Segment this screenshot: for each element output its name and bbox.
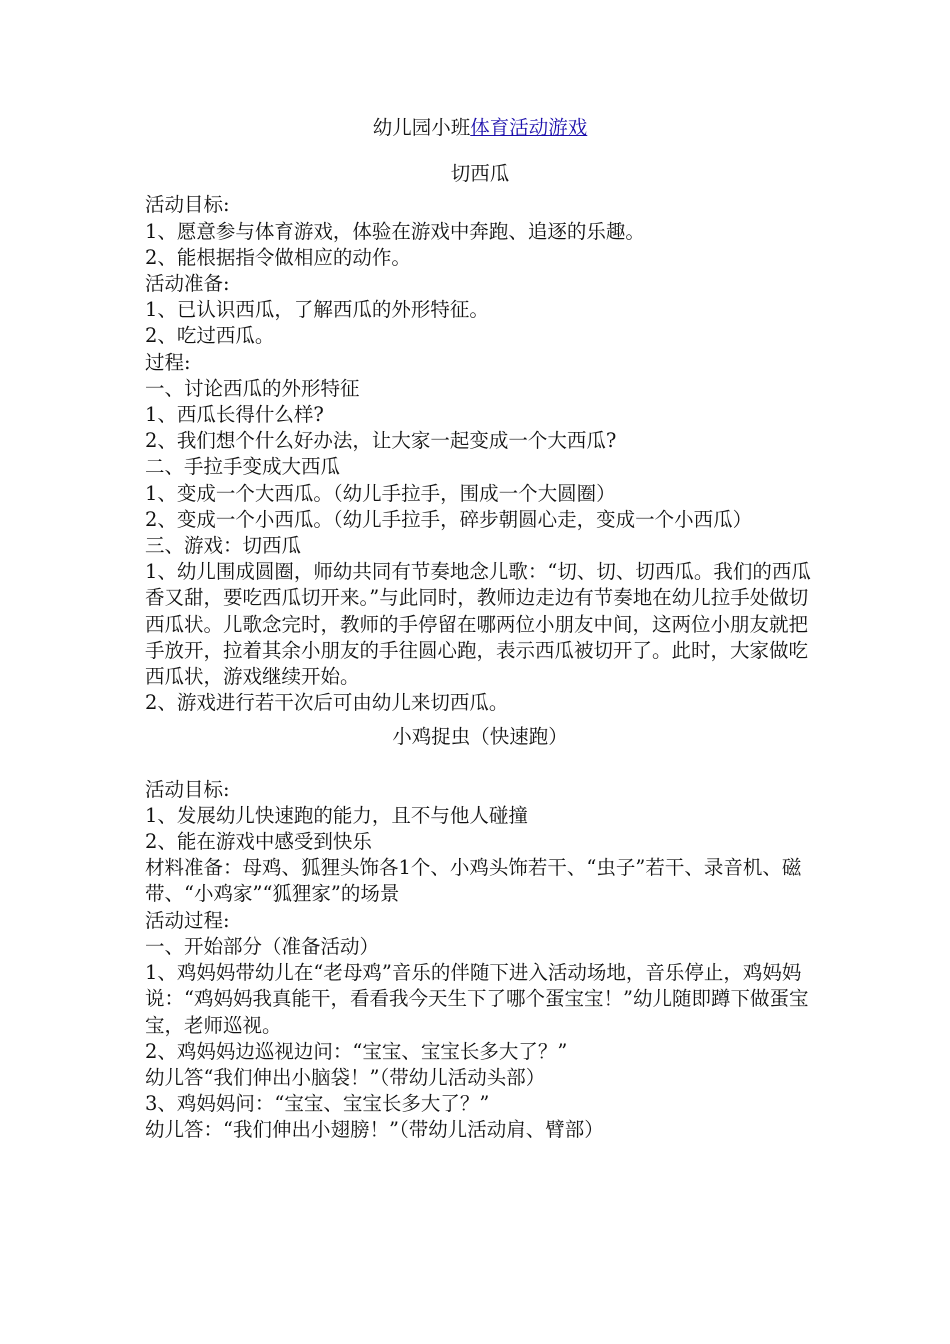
paragraph: 2、变成一个小西瓜。（幼儿手拉手，碎步朝圆心走，变成一个小西瓜） bbox=[145, 507, 753, 531]
paragraph: 活动过程: bbox=[145, 908, 230, 932]
paragraph: 一、讨论西瓜的外形特征 bbox=[145, 376, 360, 400]
section-body-qie-xigua bbox=[145, 192, 815, 716]
paragraph: 活动目标: bbox=[145, 193, 230, 217]
section-body-xiaoji-zhuochong bbox=[145, 777, 815, 1144]
paragraph: 2、能根据指令做相应的动作。 bbox=[145, 245, 411, 269]
paragraph: 一、开始部分（准备活动） bbox=[145, 934, 380, 958]
paragraph: 2、我们想个什么好办法，让大家一起变成一个大西瓜? bbox=[145, 429, 617, 453]
paragraph: 1、幼儿围成圆圈，师幼共同有节奏地念儿歌：“切、切、切西瓜。我们的西瓜香又甜，要吃西瓜切开来。”与此同时，教师边走边有节奏地在幼儿拉手处做切西瓜状。儿歌念完时，教师的手停留在哪两位小朋友中间，这两位小朋友就把手放开，拉着其余小朋友的手往圆心跑，表示西瓜被切开了。此时，大家做吃西瓜状，游戏继续开始。 bbox=[145, 560, 811, 689]
paragraph: 1、发展幼儿快速跑的能力，且不与他人碰撞 bbox=[145, 803, 528, 827]
paragraph: 幼儿答：“我们伸出小翅膀！”（带幼儿活动肩、臂部） bbox=[145, 1118, 604, 1142]
paragraph: 3、鸡妈妈问：“宝宝、宝宝长多大了？” bbox=[145, 1092, 490, 1116]
section-heading-qie-xigua: 切西瓜 bbox=[450, 162, 510, 186]
document-content bbox=[145, 115, 815, 1144]
section-heading-xiaoji-zhuochong: 小鸡捉虫（快速跑） bbox=[392, 725, 568, 749]
title-link[interactable]: 体育活动游戏 bbox=[470, 116, 588, 139]
document-title bbox=[145, 115, 815, 141]
paragraph: 材料准备：母鸡、狐狸头饰各1个、小鸡头饰若干、“虫子”若干、录音机、磁带、“小鸡家”“狐狸家”的场景 bbox=[145, 856, 802, 906]
paragraph: 1、愿意参与体育游戏，体验在游戏中奔跑、追逐的乐趣。 bbox=[145, 219, 645, 243]
title-prefix: 幼儿园小班 bbox=[372, 116, 471, 139]
paragraph: 1、已认识西瓜，了解西瓜的外形特征。 bbox=[145, 298, 489, 322]
paragraph: 1、鸡妈妈带幼儿在“老母鸡”音乐的伴随下进入活动场地，音乐停止，鸡妈妈说：“鸡妈妈我真能干，看看我今天生下了哪个蛋宝宝！”幼儿随即蹲下做蛋宝宝，老师巡视。 bbox=[145, 961, 809, 1037]
paragraph: 2、能在游戏中感受到快乐 bbox=[145, 830, 372, 854]
paragraph: 2、鸡妈妈边巡视边问：“宝宝、宝宝长多大了？” bbox=[145, 1039, 568, 1063]
paragraph: 幼儿答“我们伸出小脑袋！”（带幼儿活动头部） bbox=[145, 1065, 546, 1089]
paragraph: 二、手拉手变成大西瓜 bbox=[145, 455, 341, 479]
paragraph: 过程: bbox=[145, 350, 191, 374]
paragraph: 1、变成一个大西瓜。（幼儿手拉手，围成一个大圆圈） bbox=[145, 481, 616, 505]
paragraph: 活动准备: bbox=[145, 272, 230, 296]
paragraph: 活动目标: bbox=[145, 777, 230, 801]
paragraph: 2、游戏进行若干次后可由幼儿来切西瓜。 bbox=[145, 691, 509, 715]
paragraph: 2、吃过西瓜。 bbox=[145, 324, 275, 348]
paragraph: 三、游戏：切西瓜 bbox=[145, 534, 302, 558]
paragraph: 1、西瓜长得什么样? bbox=[145, 403, 324, 427]
